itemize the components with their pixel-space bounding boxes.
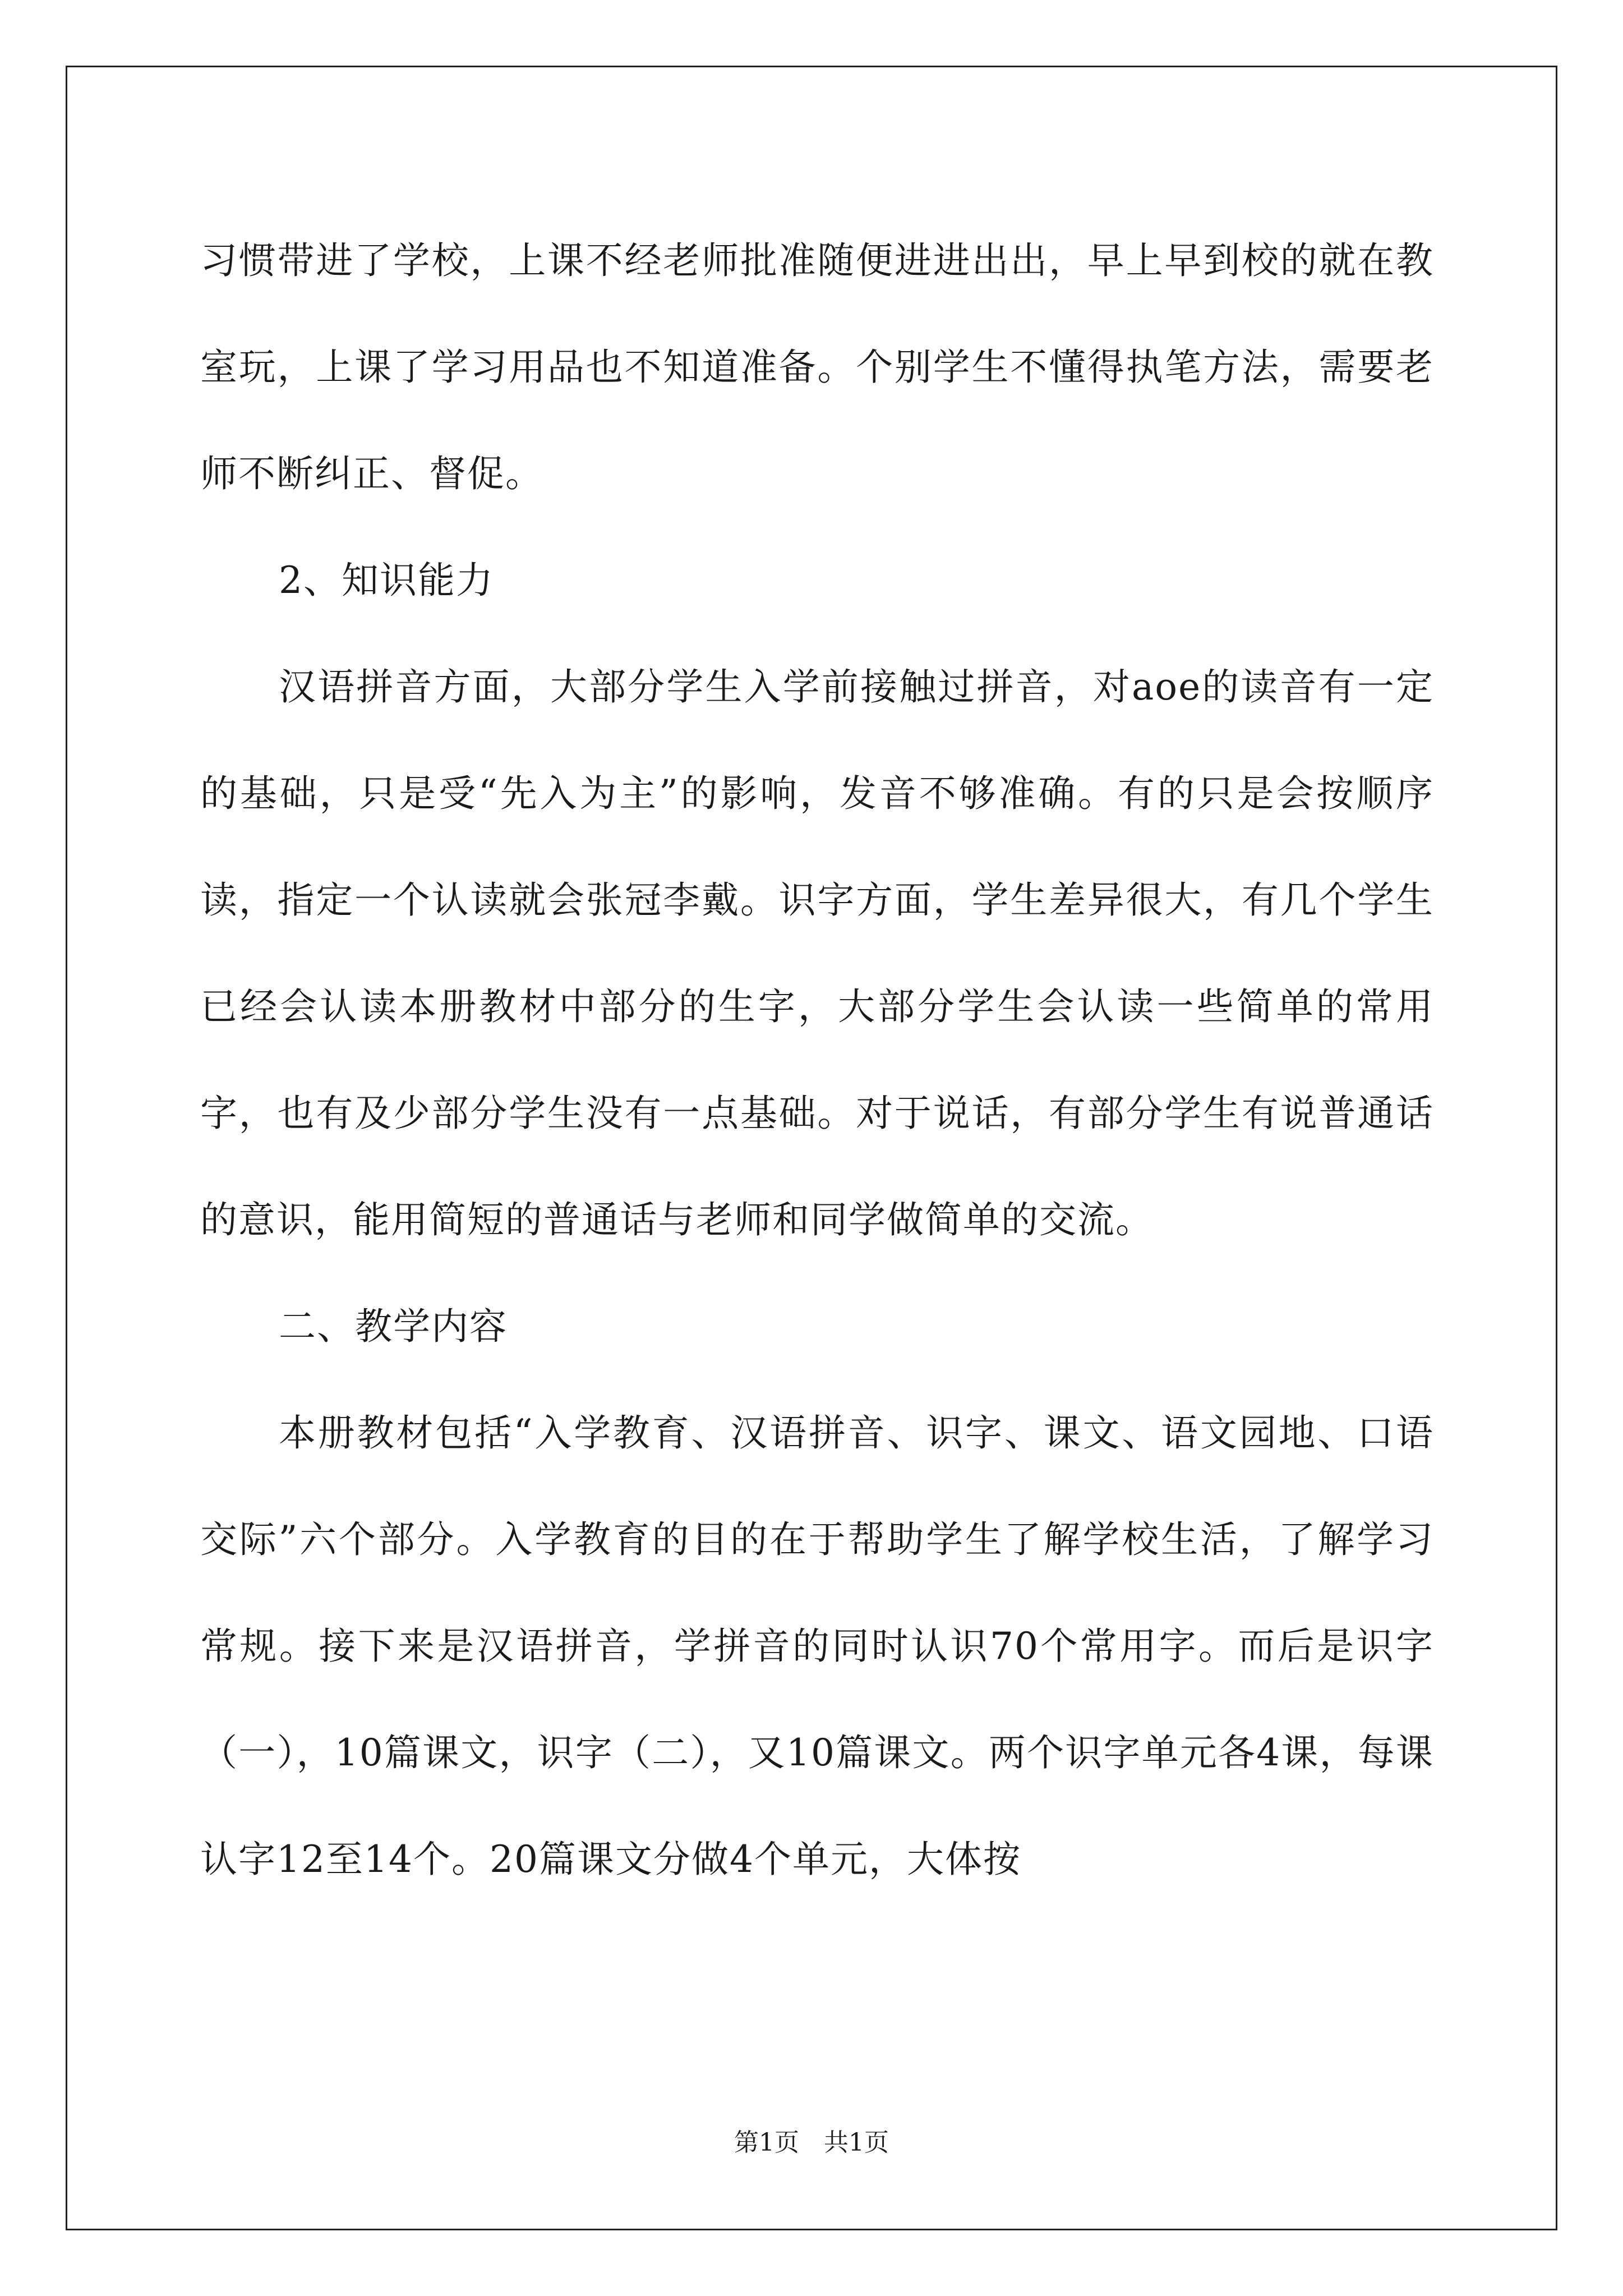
page-footer bbox=[0, 2126, 1623, 2160]
heading-knowledge-ability: 2、知识能力 bbox=[279, 559, 494, 602]
paragraph-textbook-content: 本册教材包括“入学教育、汉语拼音、识字、课文、语文园地、口语交际”六个部分。入学教育的目的在于帮助学生了解学校生活，了解学习常规。接下来是汉语拼音，学拼音的同时认识70个常用字。而后是识字（一），10篇课文，识字（二），又10篇课文。两个识字单元各4课，每课认字12至14个。20篇课文分做4个单元，大体按 bbox=[200, 1411, 1434, 1881]
heading-teaching-content: 二、教学内容 bbox=[279, 1305, 508, 1348]
page-number-total: 共1页 bbox=[824, 2128, 889, 2157]
document-body bbox=[200, 208, 1434, 1913]
page-number-current: 第1页 bbox=[734, 2128, 799, 2157]
paragraph-pinyin-literacy: 汉语拼音方面，大部分学生入学前接触过拼音，对aoe的读音有一定的基础，只是受“先入为主”的影响，发音不够准确。有的只是会按顺序读，指定一个认读就会张冠李戴。识字方面，学生差异很大，有几个学生已经会认读本册教材中部分的生字，大部分学生会认读一些简单的常用字，也有及少部分学生没有一点基础。对于说话，有部分学生有说普通话的意识，能用简短的普通话与老师和同学做简单的交流。 bbox=[200, 665, 1434, 1241]
paragraph-habits: 习惯带进了学校，上课不经老师批准随便进进出出，早上早到校的就在教室玩，上课了学习用品也不知道准备。个别学生不懂得执笔方法，需要老师不断纠正、督促。 bbox=[200, 239, 1434, 495]
